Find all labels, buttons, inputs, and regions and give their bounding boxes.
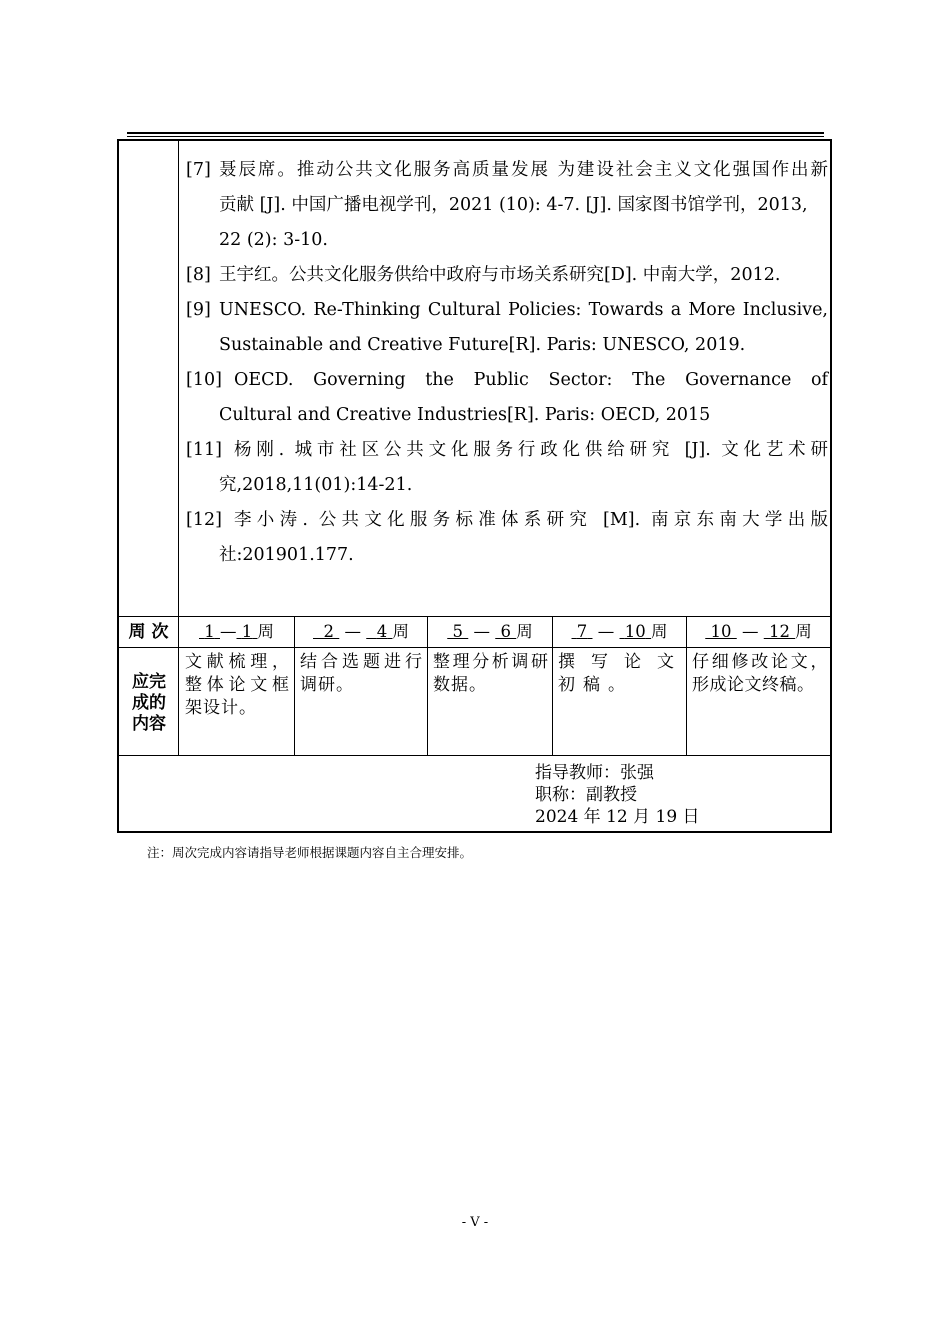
reference-line: 22 (2): 3-10. [219, 230, 328, 250]
week-unit: 周 [651, 622, 668, 641]
reference-11 [186, 433, 828, 503]
reference-line: Sustainable and Creative Future[R]. Paris: UNESCO, 2019. [219, 335, 746, 355]
week-separator: — [344, 622, 361, 641]
task-cell-4: 撰写论文初稿。 [558, 652, 682, 695]
week-end: 6 [500, 622, 511, 641]
week-separator: — [742, 622, 759, 641]
week-start: 7 [576, 622, 588, 641]
reference-list [186, 153, 828, 573]
week-range-5 [687, 617, 830, 647]
task-cell-2: 结合选题进行调研。 [300, 652, 423, 695]
content-row-label: 应完成的内容 [132, 672, 166, 734]
reference-number: [9] [186, 300, 211, 320]
advisor-title: 职称：副教授 [535, 785, 637, 805]
week-start: 1 [204, 622, 215, 641]
reference-line: 究,2018,11(01):14-21. [219, 475, 413, 495]
sign-date: 2024 年 12 月 19 日 [535, 807, 700, 827]
week-end: 12 [769, 622, 790, 641]
week-range-1 [179, 617, 294, 647]
week-row-label: 周 次 [128, 622, 169, 642]
reference-9 [186, 293, 828, 363]
label-column-divider [178, 139, 179, 617]
reference-number: [12] [186, 510, 222, 530]
week-start: 2 [323, 622, 334, 641]
page-number: - V - [461, 1215, 489, 1230]
reference-line: 王宇红。公共文化服务供给中政府与市场关系研究[D]. 中南大学，2012. [219, 265, 781, 285]
reference-line: 聂辰席。推动公共文化服务高质量发展 为建设社会主义文化强国作出新 [219, 160, 828, 180]
top-rule-thick [127, 132, 824, 134]
reference-line: Cultural and Creative Industries[R]. Paris: OECD, 2015 [219, 405, 711, 425]
reference-line: 社:201901.177. [219, 545, 354, 565]
week-start: 10 [710, 622, 732, 641]
week-separator: — [473, 622, 490, 641]
top-rule-thin [127, 136, 824, 137]
reference-number: [11] [186, 440, 222, 460]
week-range-3 [428, 617, 552, 647]
week-range-4 [553, 617, 686, 647]
reference-10 [186, 363, 828, 433]
week-end: 10 [624, 622, 646, 641]
week-range-2 [295, 617, 427, 647]
week-unit: 周 [516, 622, 533, 641]
reference-line: 李小涛. 公共文化服务标准体系研究 [M]. 南京东南大学出版 [234, 510, 828, 530]
footnote: 注：周次完成内容请指导老师根据课题内容自主合理安排。 [147, 845, 473, 860]
reference-7 [186, 153, 828, 258]
week-unit: 周 [795, 622, 812, 641]
reference-line: OECD. Governing the Public Sector: The Governance of [234, 370, 828, 390]
week-unit: 周 [257, 622, 274, 641]
reference-8 [186, 258, 828, 293]
reference-line: UNESCO. Re-Thinking Cultural Policies: Towards a More Inclusive, [219, 300, 828, 320]
task-cell-5: 仔细修改论文，形成论文终稿。 [692, 652, 828, 695]
week-end: 1 [241, 622, 253, 641]
task-cell-1: 文献梳理，整体论文框架设计。 [185, 652, 290, 718]
reference-number: [7] [186, 160, 211, 180]
row-divider-tasks [117, 647, 832, 648]
week-separator: — [597, 622, 615, 641]
reference-12 [186, 503, 828, 573]
week-end: 4 [376, 622, 388, 641]
advisor-name: 指导教师：张强 [535, 763, 654, 783]
reference-number: [10] [186, 370, 222, 390]
row-divider-signature [117, 755, 832, 756]
reference-line: 杨刚. 城市社区公共文化服务行政化供给研究 [J]. 文化艺术研 [234, 440, 828, 460]
task-cell-3: 整理分析调研数据。 [433, 652, 549, 695]
week-start: 5 [452, 622, 463, 641]
week-separator: — [220, 622, 237, 641]
week-unit: 周 [392, 622, 409, 641]
reference-number: [8] [186, 265, 211, 285]
reference-line: 贡献 [J]. 中国广播电视学刊，2021 (10): 4-7. [J]. 国家图书馆学刊，2013, [219, 195, 808, 215]
